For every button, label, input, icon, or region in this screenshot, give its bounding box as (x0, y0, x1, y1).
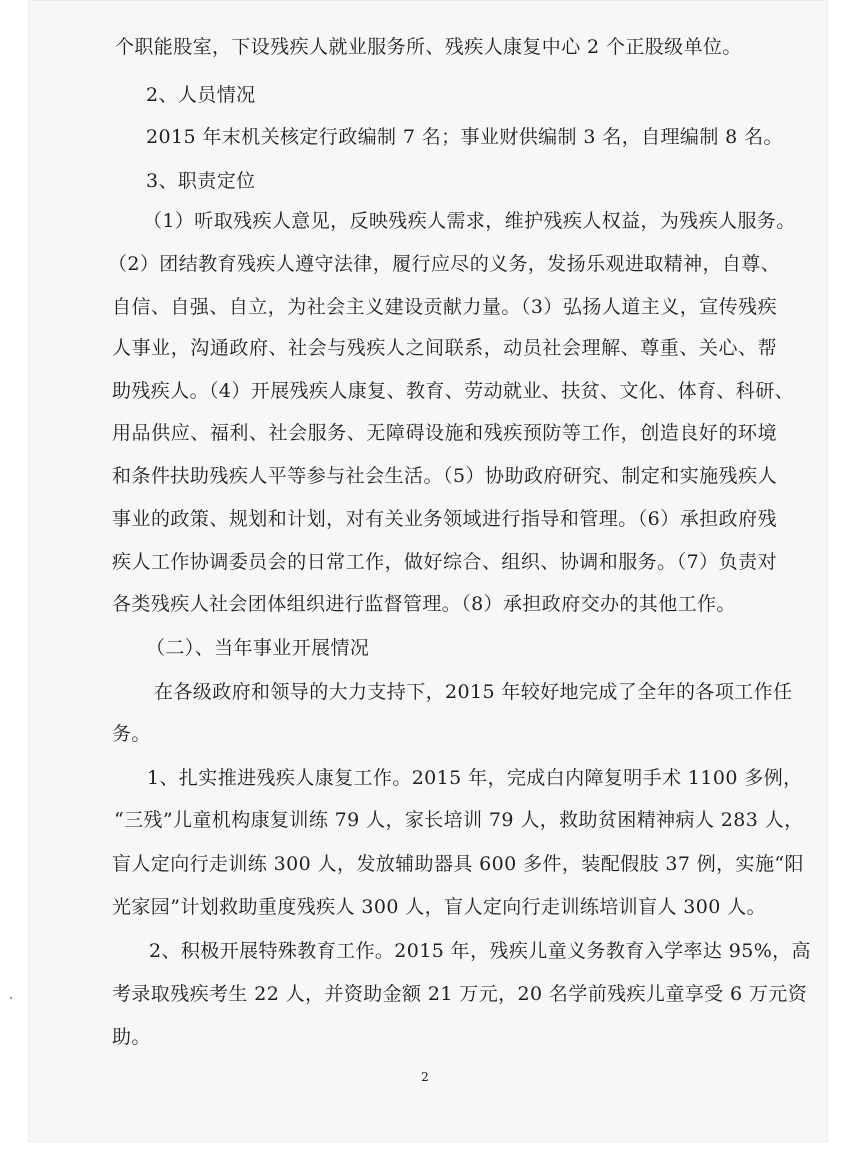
text-line-20: 盲人定向行走训练 300 人，发放辅助器具 600 多件，装配假肢 37 例，实施“阳 (112, 853, 804, 875)
text-line-24: 助。 (112, 1026, 151, 1048)
heading-staffing: 2、人员情况 (146, 84, 256, 106)
text-line-7: 自信、自强、自立，为社会主义建设贡献力量。（3）弘扬人道主义，宣传残疾 (112, 296, 777, 318)
text-line-10: 用品供应、福利、社会服务、无障碍设施和残疾预防等工作，创造良好的环境 (112, 422, 777, 444)
page-number: 2 (421, 1070, 429, 1084)
text-line-14: 各类残疾人社会团体组织进行监督管理。（8）承担政府交办的其他工作。 (112, 593, 736, 615)
text-line-19: “三残”儿童机构康复训练 79 人，家长培训 79 人，救助贫困精神病人 283 人， (114, 809, 804, 831)
text-line-21: 光家园”计划救助重度残疾人 300 人，盲人定向行走训练培训盲人 300 人。 (112, 896, 767, 918)
text-line-12: 事业的政策、规划和计划，对有关业务领域进行指导和管理。（6）承担政府残 (112, 508, 777, 530)
text-line-18: 1、扎实推进残疾人康复工作。2015 年，完成白内障复明手术 1100 多例， (147, 767, 803, 789)
scan-speck (10, 997, 12, 999)
text-line-8: 人事业，沟通政府、社会与残疾人之间联系，动员社会理解、尊重、关心、帮 (112, 337, 777, 359)
text-line-3: 2015 年末机关核定行政编制 7 名；事业财供编制 3 名，自理编制 8 名。 (146, 126, 783, 148)
text-line-16: 在各级政府和领导的大力支持下，2015 年较好地完成了全年的各项工作任 (154, 681, 793, 703)
text-line-9: 助残疾人。（4）开展残疾人康复、教育、劳动就业、扶贫、文化、体育、科研、 (112, 380, 794, 402)
text-line-23: 考录取残疾考生 22 人，并资助金额 21 万元，20 名学前残疾儿童享受 6 万元资 (112, 983, 808, 1005)
text-line-13: 疾人工作协调委员会的日常工作，做好综合、组织、协调和服务。（7）负责对 (112, 551, 777, 573)
text-line-11: 和条件扶助残疾人平等参与社会生活。（5）协助政府研究、制定和实施残疾人 (112, 465, 777, 487)
text-line-6: （2）团结教育残疾人遵守法律，履行应尽的义务，发扬乐观进取精神，自尊、 (108, 253, 781, 275)
heading-annual-work: （二）、当年事业开展情况 (146, 637, 370, 659)
text-line-5: （1）听取残疾人意见，反映残疾人需求，维护残疾人权益，为残疾人服务。 (143, 210, 796, 232)
text-line-1: 个职能股室，下设残疾人就业服务所、残疾人康复中心 2 个正股级单位。 (115, 36, 742, 58)
text-line-22: 2、积极开展特殊教育工作。2015 年，残疾儿童义务教育入学率达 95%，高 (149, 940, 811, 962)
text-line-17: 务。 (112, 723, 151, 745)
heading-duties: 3、职责定位 (146, 170, 256, 192)
